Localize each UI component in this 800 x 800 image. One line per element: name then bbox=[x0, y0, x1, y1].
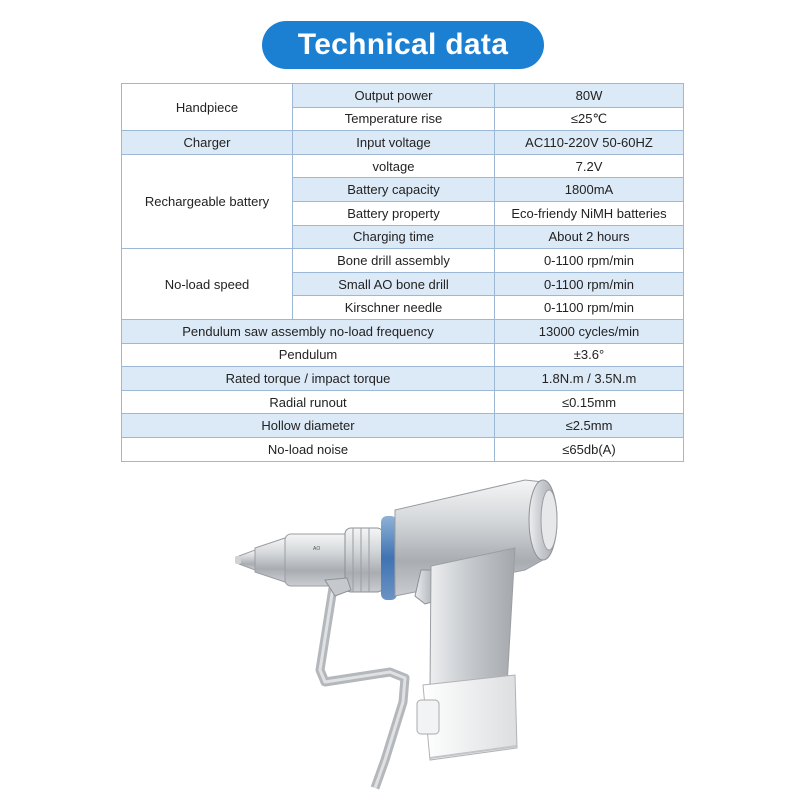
param-cell: Battery capacity bbox=[293, 178, 495, 202]
param-cell: Radial runout bbox=[122, 390, 495, 414]
value-cell: AC110-220V 50-60HZ bbox=[495, 131, 684, 155]
svg-text:AO: AO bbox=[313, 546, 321, 552]
table-row bbox=[122, 84, 684, 108]
group-speed: No-load speed bbox=[122, 249, 293, 320]
param-cell: Battery property bbox=[293, 201, 495, 225]
value-cell: 13000 cycles/min bbox=[495, 319, 684, 343]
value-cell: About 2 hours bbox=[495, 225, 684, 249]
page-title: Technical data bbox=[262, 21, 544, 69]
group-handpiece: Handpiece bbox=[122, 84, 293, 131]
value-cell: 80W bbox=[495, 84, 684, 108]
param-cell: voltage bbox=[293, 154, 495, 178]
table-row bbox=[122, 367, 684, 391]
param-cell: Pendulum saw assembly no-load frequency bbox=[122, 319, 495, 343]
value-cell: 7.2V bbox=[495, 154, 684, 178]
param-cell: No-load noise bbox=[122, 437, 495, 461]
param-cell: Temperature rise bbox=[293, 107, 495, 131]
value-cell: 0-1100 rpm/min bbox=[495, 249, 684, 273]
table-row bbox=[122, 249, 684, 273]
param-cell: Charging time bbox=[293, 225, 495, 249]
table-row bbox=[122, 414, 684, 438]
param-cell: Kirschner needle bbox=[293, 296, 495, 320]
param-cell: Output power bbox=[293, 84, 495, 108]
value-cell: ±3.6° bbox=[495, 343, 684, 367]
table-row bbox=[122, 154, 684, 178]
value-cell: 0-1100 rpm/min bbox=[495, 296, 684, 320]
value-cell: 0-1100 rpm/min bbox=[495, 272, 684, 296]
param-cell: Small AO bone drill bbox=[293, 272, 495, 296]
value-cell: 1.8N.m / 3.5N.m bbox=[495, 367, 684, 391]
value-cell: ≤2.5mm bbox=[495, 414, 684, 438]
spec-table bbox=[121, 83, 684, 462]
value-cell: ≤0.15mm bbox=[495, 390, 684, 414]
value-cell: ≤65db(A) bbox=[495, 437, 684, 461]
param-cell: Pendulum bbox=[122, 343, 495, 367]
table-row bbox=[122, 319, 684, 343]
value-cell: 1800mA bbox=[495, 178, 684, 202]
table-row bbox=[122, 131, 684, 155]
param-cell: Input voltage bbox=[293, 131, 495, 155]
table-row bbox=[122, 437, 684, 461]
value-cell: ≤25℃ bbox=[495, 107, 684, 131]
param-cell: Hollow diameter bbox=[122, 414, 495, 438]
param-cell: Bone drill assembly bbox=[293, 249, 495, 273]
surgical-bone-drill-image bbox=[225, 470, 575, 790]
group-charger: Charger bbox=[122, 131, 293, 155]
table-row bbox=[122, 390, 684, 414]
param-cell: Rated torque / impact torque bbox=[122, 367, 495, 391]
value-cell: Eco-friendy NiMH batteries bbox=[495, 201, 684, 225]
group-battery: Rechargeable battery bbox=[122, 154, 293, 248]
table-row bbox=[122, 343, 684, 367]
